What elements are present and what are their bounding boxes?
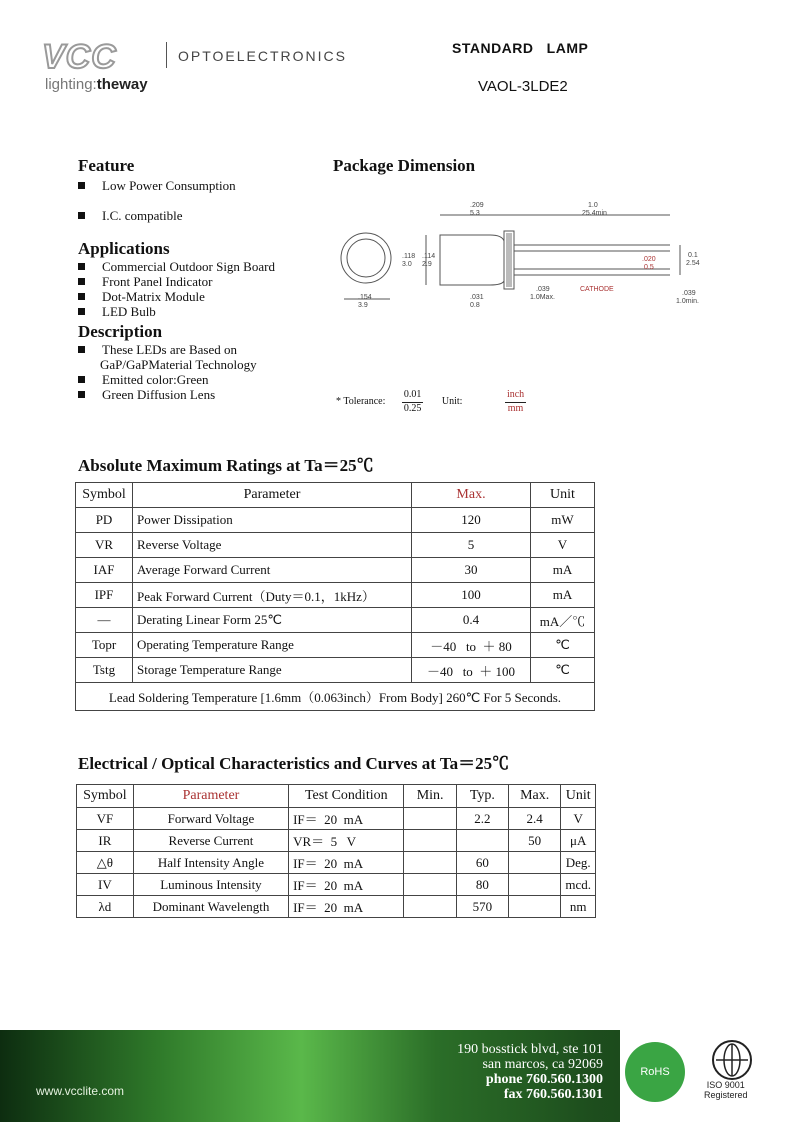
bullet-icon	[78, 278, 85, 285]
rohs-badge	[625, 1042, 685, 1102]
description-section	[78, 322, 257, 402]
table-header: Min.	[404, 785, 456, 808]
vcc-logo: VCC	[42, 38, 117, 76]
svg-text:.020: .020	[642, 256, 656, 263]
table-row: VR Reverse Voltage 5 V	[76, 533, 595, 558]
abs-max-title: Absolute Maximum Ratings at Ta＝25℃	[78, 456, 374, 475]
svg-text:.154: .154	[358, 294, 372, 301]
feature-section	[78, 156, 236, 223]
electrical-title: Electrical / Optical Characteristics and Curves at Ta＝25℃	[78, 754, 510, 773]
feature-title: Feature	[78, 156, 135, 175]
bullet-icon	[78, 182, 85, 189]
table-row: VF Forward Voltage IF＝ 20 mA 2.2 2.4 V	[77, 808, 596, 830]
table-header: Test Condition	[289, 785, 404, 808]
list-item: LED Bulb	[78, 304, 275, 319]
svg-text:CATHODE: CATHODE	[580, 286, 614, 293]
svg-text:.118: .118	[402, 253, 416, 260]
table-row: Tstg Storage Temperature Range －40 to ＋ 100 ℃	[76, 658, 595, 683]
tolerance-note	[336, 389, 526, 414]
footer-url[interactable]: www.vcclite.com	[36, 1084, 125, 1098]
tagline	[45, 76, 148, 93]
bullet-icon	[78, 212, 85, 219]
address-line: san marcos, ca 92069	[482, 1057, 603, 1072]
iso-line: ISO 9001	[706, 1080, 745, 1090]
rohs-text: RoHS	[640, 1066, 670, 1078]
package-drawing	[330, 195, 710, 320]
list-item: Emitted color:Green	[78, 372, 257, 387]
table-row: λd Dominant Wavelength IF＝ 20 mA 570 nm	[77, 896, 596, 918]
phone: phone 760.560.1300	[485, 1072, 603, 1087]
table-row: IAF Average Forward Current 30 mA	[76, 558, 595, 583]
table-row: PD Power Dissipation 120 mW	[76, 508, 595, 533]
table-header: Max.	[412, 483, 531, 508]
svg-text:0.8: 0.8	[470, 302, 480, 309]
bullet-icon	[78, 376, 85, 383]
svg-text:1.0: 1.0	[588, 202, 598, 209]
tagline-bold: theway	[96, 76, 148, 93]
table-header: Parameter	[133, 785, 288, 808]
table-header: Symbol	[77, 785, 134, 808]
table-footer-row: Lead Soldering Temperature [1.6mm（0.063inch）From Body] 260℃ For 5 Seconds.	[76, 683, 595, 711]
abs-max-table	[75, 482, 595, 711]
tagline-prefix: lighting:	[45, 76, 97, 93]
list-item: Low Power Consumption	[78, 178, 236, 193]
svg-text:.031: .031	[470, 294, 484, 301]
svg-text:3.9: 3.9	[358, 302, 368, 309]
package-title: Package Dimension	[333, 156, 476, 175]
list-item: Front Panel Indicator	[78, 274, 275, 289]
list-item: Green Diffusion Lens	[78, 387, 257, 402]
applications-title: Applications	[78, 239, 170, 258]
address-line: 190 bosstick blvd, ste 101	[457, 1042, 603, 1057]
electrical-table	[76, 784, 596, 918]
division-name: OPTOELECTRONICS	[178, 48, 347, 64]
svg-text:1.0Max.: 1.0Max.	[530, 294, 555, 301]
table-row: IV Luminous Intensity IF＝ 20 mA 80 mcd.	[77, 874, 596, 896]
table-row: △θ Half Intensity Angle IF＝ 20 mA 60 Deg.	[77, 852, 596, 874]
logo-divider	[166, 42, 167, 68]
bullet-icon	[78, 293, 85, 300]
svg-text:3.0: 3.0	[402, 261, 412, 268]
list-item: Commercial Outdoor Sign Board	[78, 259, 275, 274]
globe-icon	[712, 1040, 752, 1080]
bullet-icon	[78, 391, 85, 398]
applications-section	[78, 239, 275, 319]
table-header: Typ.	[456, 785, 508, 808]
list-item: These LEDs are Based on	[78, 342, 257, 357]
bullet-icon	[78, 263, 85, 270]
svg-text:.039: .039	[536, 286, 550, 293]
table-header: Unit	[531, 483, 595, 508]
table-row: — Derating Linear Form 25℃ 0.4 mA／℃	[76, 608, 595, 633]
svg-text:.114: .114	[422, 253, 436, 260]
tolerance-label: * Tolerance:	[336, 395, 386, 407]
unit-label: Unit:	[441, 395, 463, 407]
fax: fax 760.560.1301	[503, 1087, 603, 1102]
table-header: Unit	[561, 785, 596, 808]
doc-title: STANDARD LAMP	[452, 40, 589, 56]
list-item: Dot-Matrix Module	[78, 289, 275, 304]
bullet-icon	[78, 308, 85, 315]
table-header: Symbol	[76, 483, 133, 508]
table-header: Parameter	[133, 483, 412, 508]
svg-text:5.3: 5.3	[470, 210, 480, 217]
footer-address	[457, 1042, 603, 1102]
svg-text:2.54: 2.54	[686, 260, 700, 267]
svg-text:0.5: 0.5	[644, 264, 654, 271]
iso-label	[704, 1080, 748, 1100]
svg-text:0.1: 0.1	[688, 252, 698, 259]
bullet-icon	[78, 346, 85, 353]
unit-fraction: $\frac{\text{inch}}{mm}$	[506, 389, 525, 414]
list-item-continuation: GaP/GaPMaterial Technology	[100, 357, 257, 372]
svg-text:.209: .209	[470, 202, 484, 209]
iso-line: Registered	[704, 1090, 748, 1100]
list-item: I.C. compatible	[78, 208, 236, 223]
part-number: VAOL-3LDE2	[478, 78, 568, 95]
svg-text:1.0min.: 1.0min.	[676, 298, 699, 305]
table-row: IPF Peak Forward Current（Duty＝0.1，1kHz） 100 mA	[76, 583, 595, 608]
table-row: Topr Operating Temperature Range －40 to ＋ 80 ℃	[76, 633, 595, 658]
svg-text:25.4min: 25.4min	[582, 210, 607, 217]
table-row: IR Reverse Current VR＝ 5 V 50 μA	[77, 830, 596, 852]
tolerance-fraction: $\frac{0.01}{0.25}$	[403, 389, 422, 414]
table-header: Max.	[508, 785, 560, 808]
svg-text:2.9: 2.9	[422, 261, 432, 268]
description-title: Description	[78, 322, 163, 341]
svg-text:.039: .039	[682, 290, 696, 297]
